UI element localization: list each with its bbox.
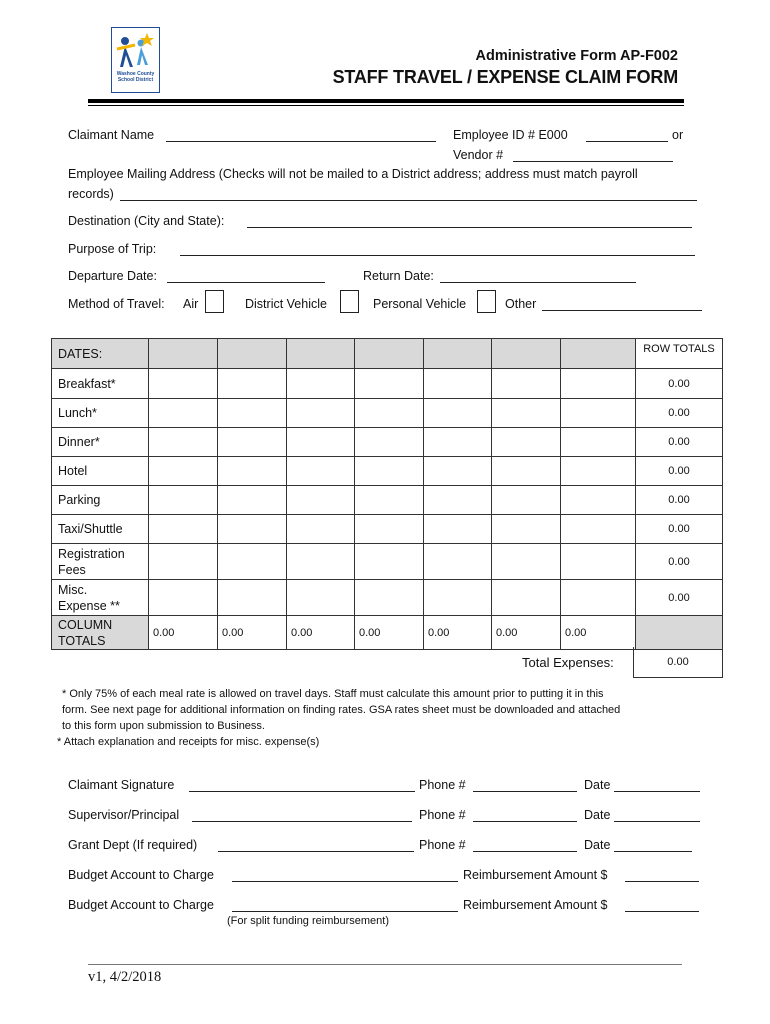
amount-cell[interactable] [561,369,636,399]
table-row [52,369,723,399]
mailing-address-label-2: records) [68,187,114,201]
grand-total-cell [636,616,723,650]
destination-field[interactable] [247,227,692,228]
amount-cell[interactable] [355,428,424,457]
amount-cell[interactable] [492,428,561,457]
amount-cell[interactable] [218,580,287,616]
budget-account-label-2: Budget Account to Charge [68,898,214,912]
split-funding-note: (For split funding reimbursement) [227,915,390,927]
row-total: 0.00 [636,457,723,486]
amount-cell[interactable] [287,544,355,580]
supervisor-field[interactable] [192,821,412,822]
grant-dept-label: Grant Dept (If required) [68,838,198,852]
header-rule [88,99,684,103]
amount-cell[interactable] [492,399,561,428]
amount-cell[interactable] [218,486,287,515]
amount-cell[interactable] [561,544,636,580]
amount-cell[interactable] [355,369,424,399]
date-cell[interactable] [218,339,287,369]
table-row [52,486,723,515]
other-field[interactable] [542,310,702,311]
budget-account-label: Budget Account to Charge [68,868,214,882]
row-label: Breakfast* [52,369,149,399]
amount-cell[interactable] [149,369,218,399]
date-field[interactable] [614,821,700,822]
row-total: 0.00 [636,580,723,616]
dates-row [52,339,723,369]
amount-cell[interactable] [218,544,287,580]
amount-cell[interactable] [218,428,287,457]
amount-cell[interactable] [355,457,424,486]
note-meal-rate-2: form. See next page for additional information on finding rates. GSA rates sheet must be downloaded and attached [62,704,621,716]
date-field[interactable] [614,791,700,792]
date-cell[interactable] [424,339,492,369]
amount-cell[interactable] [218,457,287,486]
personal-vehicle-checkbox[interactable] [477,290,496,313]
air-label: Air [183,297,199,311]
vendor-label: Vendor # [453,148,504,162]
purpose-label: Purpose of Trip: [68,242,157,256]
form-code: Administrative Form AP-F002 [475,48,678,64]
row-total: 0.00 [636,369,723,399]
row-totals-header: ROW TOTALS [636,339,723,369]
amount-cell[interactable] [287,399,355,428]
amount-cell[interactable] [355,580,424,616]
dates-label: DATES: [52,339,149,369]
column-totals-row [52,616,723,650]
or-label: or [672,128,684,142]
claimant-signature-field[interactable] [189,791,415,792]
amount-cell[interactable] [287,369,355,399]
row-label-line: Expense ** [58,598,120,613]
column-total: 0.00 [287,616,355,650]
district-vehicle-checkbox[interactable] [340,290,359,313]
column-total: 0.00 [424,616,492,650]
amount-cell[interactable] [218,515,287,544]
total-expenses-value: 0.00 [633,647,723,678]
date-field[interactable] [614,851,692,852]
amount-cell[interactable] [561,515,636,544]
row-total: 0.00 [636,544,723,580]
supervisor-label: Supervisor/Principal [68,808,180,822]
date-label: Date [584,808,611,822]
row-label: Dinner* [52,428,149,457]
amount-cell[interactable] [149,428,218,457]
amount-cell[interactable] [424,515,492,544]
header-rule-thin [88,105,684,106]
row-label [52,544,149,580]
amount-cell[interactable] [492,580,561,616]
column-totals-line: COLUMN [58,617,113,632]
purpose-field[interactable] [180,255,695,256]
amount-cell[interactable] [492,369,561,399]
page-title: STAFF TRAVEL / EXPENSE CLAIM FORM [332,67,678,87]
row-total: 0.00 [636,399,723,428]
amount-cell[interactable] [149,457,218,486]
amount-cell[interactable] [218,369,287,399]
district-logo [111,27,160,93]
amount-cell[interactable] [355,486,424,515]
vendor-field[interactable] [513,161,673,162]
amount-cell[interactable] [149,544,218,580]
phone-label: Phone # [419,838,466,852]
date-cell[interactable] [149,339,218,369]
budget-account-field-2[interactable] [232,911,458,912]
row-label: Hotel [52,457,149,486]
version-label: v1, 4/2/2018 [88,969,162,985]
phone-label: Phone # [419,778,466,792]
amount-cell[interactable] [561,580,636,616]
column-total: 0.00 [492,616,561,650]
table-row [52,428,723,457]
amount-cell[interactable] [287,515,355,544]
phone-label: Phone # [419,808,466,822]
note-meal-rate-3: to this form upon submission to Business. [62,720,265,732]
date-label: Date [584,838,611,852]
amount-cell[interactable] [287,486,355,515]
personal-vehicle-label: Personal Vehicle [373,297,467,311]
amount-cell[interactable] [424,369,492,399]
date-cell[interactable] [492,339,561,369]
budget-account-field[interactable] [232,881,458,882]
phone-field[interactable] [473,791,577,792]
amount-cell[interactable] [424,457,492,486]
amount-cell[interactable] [492,544,561,580]
amount-cell[interactable] [355,515,424,544]
amount-cell[interactable] [149,399,218,428]
amount-cell[interactable] [424,580,492,616]
row-label-line: Misc. [58,582,88,597]
amount-cell[interactable] [149,515,218,544]
phone-field[interactable] [473,851,577,852]
method-of-travel-label: Method of Travel: [68,297,165,311]
row-total: 0.00 [636,515,723,544]
row-total: 0.00 [636,428,723,457]
other-label: Other [505,297,537,311]
amount-cell[interactable] [355,544,424,580]
return-date-label: Return Date: [363,269,434,283]
column-total: 0.00 [355,616,424,650]
destination-label: Destination (City and State): [68,214,225,228]
claimant-name-field[interactable] [166,141,436,142]
air-checkbox[interactable] [205,290,224,313]
reimbursement-label-2: Reimbursement Amount $ [463,898,608,912]
amount-cell[interactable] [287,428,355,457]
amount-cell[interactable] [355,399,424,428]
employee-id-field[interactable] [586,141,668,142]
table-row [52,580,723,616]
date-cell[interactable] [355,339,424,369]
row-label [52,580,149,616]
footer-rule [88,964,682,965]
amount-cell[interactable] [149,486,218,515]
departure-date-label: Departure Date: [68,269,157,283]
row-total: 0.00 [636,486,723,515]
table-row [52,399,723,428]
claimant-signature-label: Claimant Signature [68,778,175,792]
row-label-line: Fees [58,562,86,577]
reimbursement-field-2[interactable] [625,911,699,912]
mailing-address-field[interactable] [120,200,697,201]
date-cell[interactable] [287,339,355,369]
grant-dept-field[interactable] [218,851,414,852]
row-label-line: Registration [58,546,125,561]
date-label: Date [584,778,611,792]
amount-cell[interactable] [287,457,355,486]
employee-id-label: Employee ID # E000 [453,128,568,142]
phone-field[interactable] [473,821,577,822]
amount-cell[interactable] [149,580,218,616]
column-totals-label [52,616,149,650]
claimant-name-label: Claimant Name [68,128,155,142]
date-cell[interactable] [561,339,636,369]
total-expenses-label: Total Expenses: [522,655,614,670]
table-row [52,544,723,580]
mailing-address-label: Employee Mailing Address (Checks will not be mailed to a District address; address must match payroll [68,167,638,181]
amount-cell[interactable] [218,399,287,428]
expense-table [51,338,723,650]
amount-cell[interactable] [492,486,561,515]
table-row [52,515,723,544]
row-label: Lunch* [52,399,149,428]
column-total: 0.00 [218,616,287,650]
amount-cell[interactable] [424,544,492,580]
row-label: Taxi/Shuttle [52,515,149,544]
reimbursement-field[interactable] [625,881,699,882]
amount-cell[interactable] [561,457,636,486]
amount-cell[interactable] [424,428,492,457]
amount-cell[interactable] [424,399,492,428]
column-total: 0.00 [149,616,218,650]
note-misc-expense: * Attach explanation and receipts for misc. expense(s) [57,736,320,748]
amount-cell[interactable] [492,457,561,486]
reimbursement-label: Reimbursement Amount $ [463,868,608,882]
district-vehicle-label: District Vehicle [245,297,327,311]
amount-cell[interactable] [561,428,636,457]
row-label: Parking [52,486,149,515]
amount-cell[interactable] [492,515,561,544]
amount-cell[interactable] [561,399,636,428]
note-meal-rate: * Only 75% of each meal rate is allowed on travel days. Staff must calculate this amount prior to putting it in this [62,688,604,700]
column-total: 0.00 [561,616,636,650]
departure-date-field[interactable] [167,282,325,283]
logo-text: Washoe County School District [116,71,155,83]
table-row [52,457,723,486]
amount-cell[interactable] [287,580,355,616]
amount-cell[interactable] [424,486,492,515]
return-date-field[interactable] [440,282,636,283]
amount-cell[interactable] [561,486,636,515]
column-totals-line: TOTALS [58,633,106,648]
